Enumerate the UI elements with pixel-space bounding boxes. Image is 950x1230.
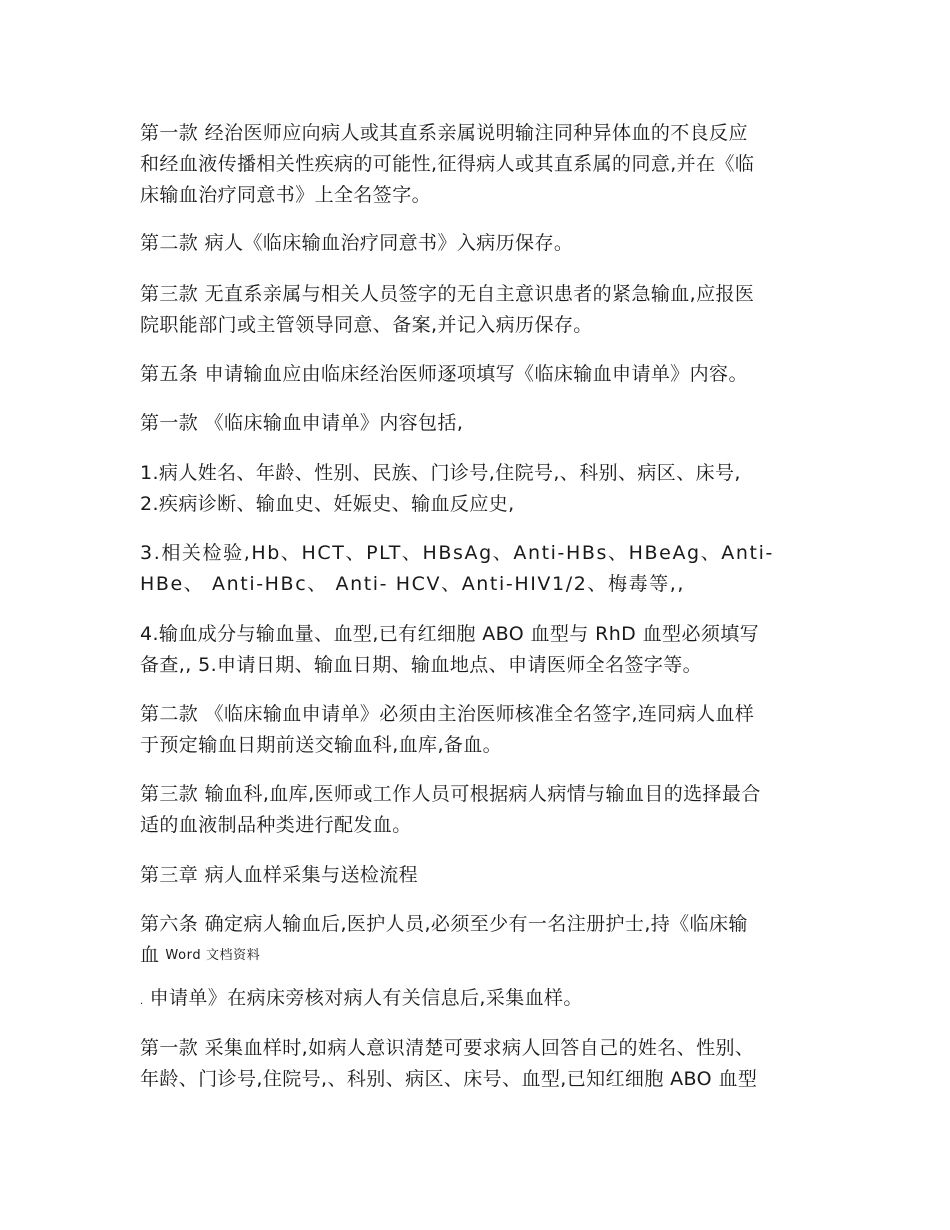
- text-line: 1.病人姓名、年龄、性别、民族、门诊号,住院号,、科别、病区、床号,: [140, 462, 741, 484]
- text-fragment: 血: [140, 944, 160, 966]
- text-fragment: 申请单》在病床旁核对病人有关信息后,采集血样。: [149, 987, 583, 1009]
- text-line: 第一款 采集血样时,如病人意识清楚可要求病人回答自己的姓名、性别、: [140, 1037, 755, 1059]
- text-line: 第二款 《临床输血申请单》必须由主治医师核准全名签字,连同病人血样: [140, 703, 755, 725]
- paragraph-items-4-5: [140, 619, 820, 681]
- paragraph-items-1-2: [140, 458, 820, 520]
- text-line: 年龄、门诊号,住院号,、科别、病区、床号、血型,已知红细胞 ABO 血型: [140, 1068, 758, 1090]
- text-line: 院职能部门或主管领导同意、备案,并记入病历保存。: [140, 314, 593, 336]
- text-line: 2.疾病诊断、输血史、妊娠史、输血反应史,: [140, 493, 515, 515]
- paragraph-sample-collection: [140, 983, 820, 1017]
- text-line: [140, 983, 820, 1017]
- text-line: [140, 940, 820, 971]
- text-line: 第三章 病人血样采集与送检流程: [140, 864, 419, 886]
- text-line: 第一款 《临床输血申请单》内容包括,: [140, 412, 464, 434]
- word-doc-note: Word 文档资料: [165, 948, 261, 963]
- paragraph-patient-identification: [140, 1033, 820, 1095]
- text-line: 3.相关检验,Hb、HCT、PLT、HBsAg、Anti-HBs、HBeAg、Anti-: [140, 542, 774, 564]
- paragraph-emergency-transfusion: [140, 279, 820, 341]
- text-line: HBe、 Anti-HBc、 Anti- HCV、Anti-HIV1/2、梅毒等,,: [140, 573, 686, 595]
- leading-dot: .: [140, 996, 144, 1007]
- text-line: 床输血治疗同意书》上全名签字。: [140, 184, 432, 206]
- paragraph-consent-filing: [140, 228, 820, 259]
- chapter-heading: [140, 860, 820, 891]
- paragraph-attending-signature: [140, 699, 820, 761]
- text-line: 第一款 经治医师应向病人或其直系亲属说明输注同种异体血的不良反应: [140, 122, 748, 144]
- text-line: 适的血液制品种类进行配发血。: [140, 814, 412, 836]
- paragraph-article-five: [140, 359, 820, 390]
- text-line: 于预定输血日期前送交输血科,血库,备血。: [140, 734, 503, 756]
- text-line: 第三款 无直系亲属与相关人员签字的无自主意识患者的紧急输血,应报医: [140, 283, 755, 305]
- paragraph-consent-explanation: [140, 118, 820, 211]
- text-line: 第三款 输血科,血库,医师或工作人员可根据病人病情与输血目的选择最合: [140, 783, 761, 805]
- paragraph-article-six: [140, 909, 820, 971]
- paragraph-blood-product-selection: [140, 779, 820, 841]
- text-line: 第五条 申请输血应由临床经治医师逐项填写《临床输血申请单》内容。: [140, 363, 748, 385]
- text-line: 和经血液传播相关性疾病的可能性,征得病人或其直系属的同意,并在《临: [140, 153, 755, 175]
- text-line: 备查,, 5.申请日期、输血日期、输血地点、申请医师全名签字等。: [140, 654, 703, 676]
- paragraph-form-contents: [140, 408, 820, 439]
- text-line: 4.输血成分与输血量、血型,已有红细胞 ABO 血型与 RhD 血型必须填写: [140, 623, 760, 645]
- text-line: 第六条 确定病人输血后,医护人员,必须至少有一名注册护士,持《临床输: [140, 913, 748, 935]
- paragraph-item-3-lab-tests: [140, 538, 820, 600]
- text-line: 第二款 病人《临床输血治疗同意书》入病历保存。: [140, 232, 574, 254]
